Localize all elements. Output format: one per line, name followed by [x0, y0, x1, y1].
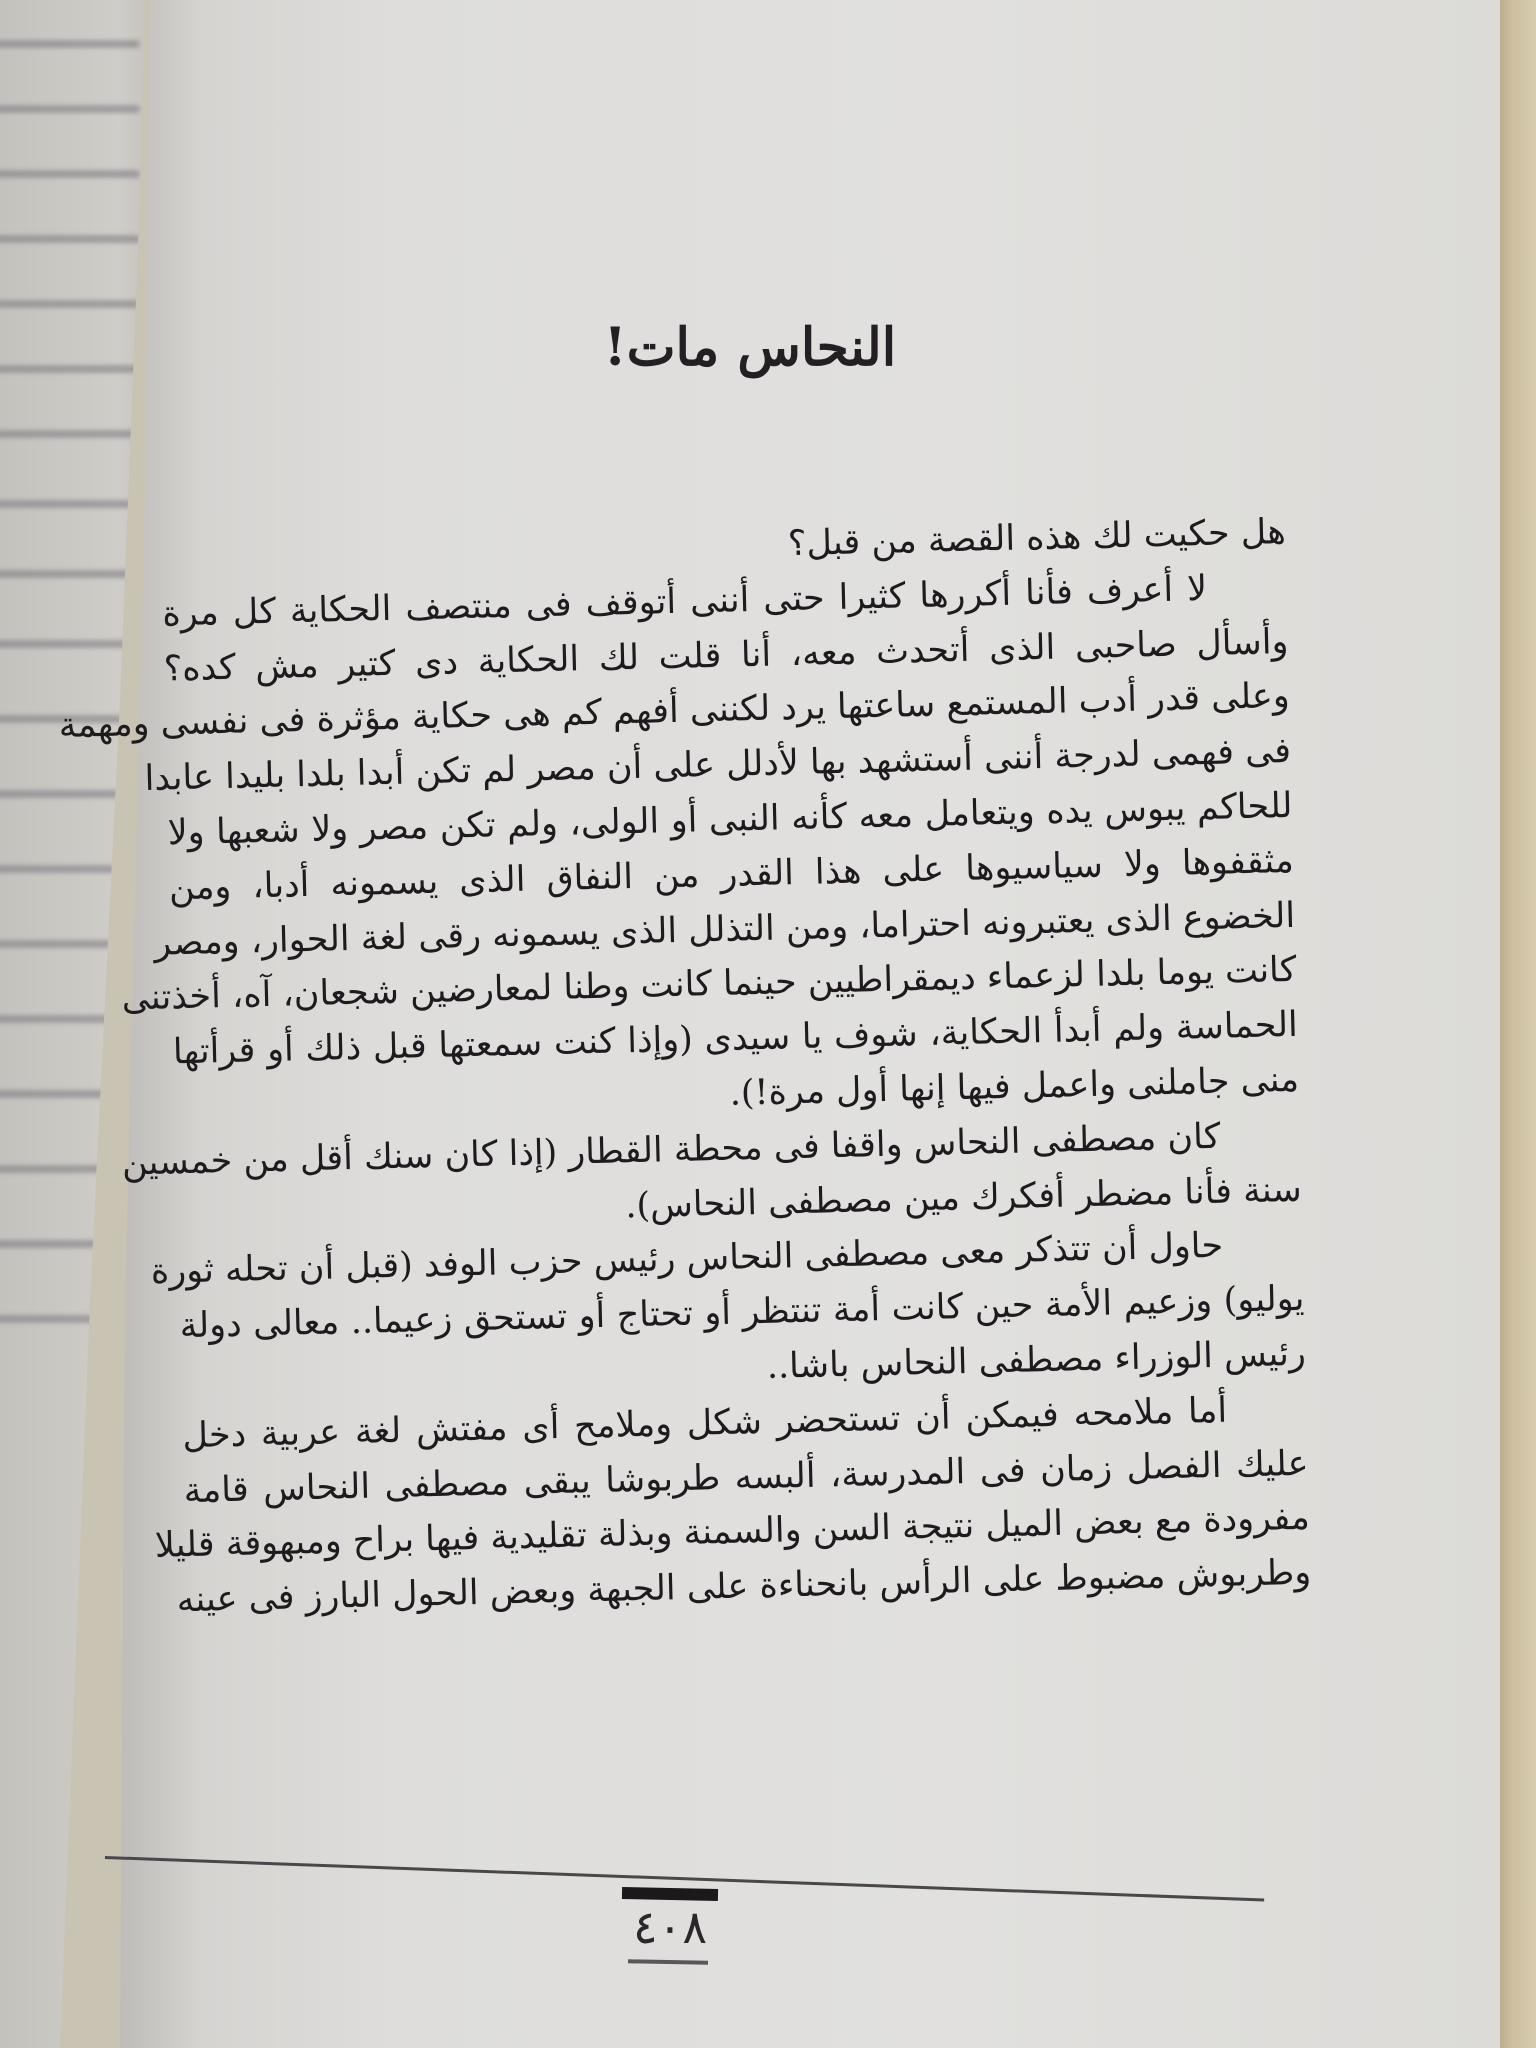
text-line: وطربوش مضبوط على الرأس بانحناءة على الجبهة وبعض الحول البارز فى عينه — [176, 1552, 1312, 1621]
chapter-title: النحاس مات! — [603, 316, 897, 378]
text-line: كانت يوما بلدا لزعماء ديمقراطيين حينما كانت وطنا لمعارضين شجعان، آه، أخذتنى — [121, 950, 1297, 1019]
footer-rule-marker — [622, 1887, 718, 1901]
text-line: أما ملامحه فيمكن أن تستحضر شكل وملامح أى مفتش لغة عربية دخل — [181, 1390, 1228, 1456]
text-line: فى فهمى لدرجة أننى أستشهد بها لأدلل على أن مصر لم تكن أبدا بلدا بليدا عابدا — [144, 731, 1292, 800]
text-line: عليك الفصل زمان فى المدرسة، ألبسه طربوشا يبقى مصطفى النحاس قامة — [183, 1443, 1309, 1511]
text-line: منى جاملنى واعمل فيها إنها أول مرة!). — [729, 1059, 1300, 1114]
body-text — [58, 505, 1312, 1628]
text-line: سنة فأنا مضطر أفكرك مين مصطفى النحاس). — [624, 1169, 1303, 1226]
background-surface — [1497, 0, 1536, 2048]
text-line: مثقفوها ولا سياسيوها على هذا القدر من النفاق الذى يسمونه أدبا، ومن — [168, 840, 1295, 909]
text-line: الحماسة ولم أبدأ الحكاية، شوف يا سيدى (وإذا كنت سمعتها قبل ذلك أو قرأتها — [172, 1005, 1299, 1073]
text-line: وعلى قدر أدب المستمع ساعتها يرد لكننى أفهم كم هى حكاية مؤثرة فى نفسى ومهمة — [58, 676, 1291, 747]
text-line: لا أعرف فأنا أكررها كثيرا حتى أننى أتوقف فى منتصف الحكاية كل مرة — [161, 568, 1208, 635]
text-line: وأسأل صاحبى الذى أتحدث معه، أنا قلت لك الحكاية دى كتير مش كده؟ — [163, 621, 1289, 690]
text-line: هل حكيت لك هذه القصة من قبل؟ — [787, 511, 1287, 565]
text-line: كان مصطفى النحاس واقفا فى محطة القطار (إذا كان سنك أقل من خمسين — [121, 1116, 1221, 1184]
text-line: للحاكم يبوس يده ويتعامل معه كأنه النبى أو الولى، ولم تكن مصر ولا شعبها ولا — [167, 785, 1293, 854]
text-line: الخضوع الذى يعتبرونه احتراما، ومن التذلل الذى يسمونه رقى لغة الحوار، ومصر — [153, 895, 1296, 964]
text-line: حاول أن تتذكر معى مصطفى النحاس رئيس حزب الوفد (قبل أن تحله ثورة — [150, 1226, 1224, 1293]
text-line: رئيس الوزراء مصطفى النحاس باشا.. — [766, 1333, 1307, 1387]
text-line: مفرودة مع بعض الميل نتيجة السن والسمنة وبذلة تقليدية فيها براح ومبهوقة قليلا — [154, 1498, 1311, 1567]
text-line: يوليو) وزعيم الأمة حين كانت أمة تنتظر أو تحتاج أو تستحق زعيما.. معالى دولة — [179, 1278, 1305, 1347]
page-number: ٤٠٨ — [632, 1900, 708, 1954]
